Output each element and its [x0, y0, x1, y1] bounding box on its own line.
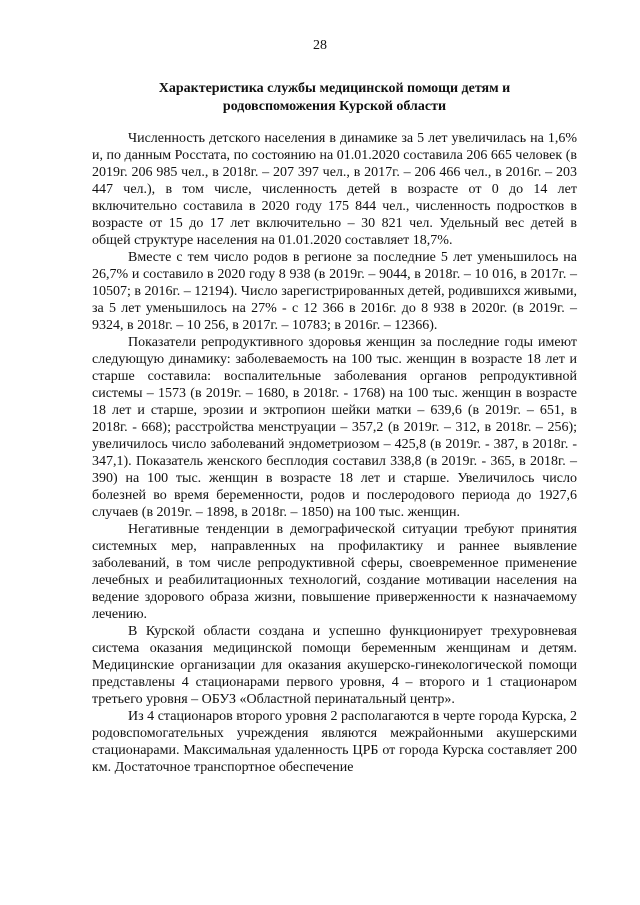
section-title-line-2: родовспоможения Курской области: [222, 98, 447, 114]
paragraph-care-system: В Курской области создана и успешно функционирует трехуровневая система оказания медицинской помощи беременным женщинам и детям. Медицинские организации для оказания акушерско-гинекологической помощи представлены 4 стационарами первого уровня, 4 – второго и 1 стационаром третьего уровня – ОБУЗ «Областной перинатальный центр».: [92, 624, 577, 707]
paragraph-child-population: Численность детского населения в динамике за 5 лет увеличилась на 1,6% и, по данным Росстата, по состоянию на 01.01.2020 составила 206 665 человек (в 2019г. 206 985 чел., в 2018г. – 207 397 чел., в 2017г. – 206 466 чел., в 2016г. – 203 447 чел.), в том числе, численность детей в возрасте от 0 до 14 лет включительно составила в 2020 году 175 844 чел., численность подростков в возрасте от 15 до 17 лет включительно – 30 821 чел. Удельный вес детей в общей структуре населения на 01.01.2020 составляет 18,7%.: [92, 131, 577, 248]
section-title: [92, 80, 577, 115]
paragraph-negative-trends: Негативные тенденции в демографической ситуации требуют принятия системных мер, направленных на профилактику и раннее выявление заболеваний, в том числе репродуктивной сферы, своевременное применение лечебных и реабилитационных технологий, создание мотивации населения на ведение здорового образа жизни, повышение приверженности к назначаемому лечению.: [92, 522, 577, 622]
paragraph-second-level-hospitals: Из 4 стационаров второго уровня 2 располагаются в черте города Курска, 2 родовспомогательных учреждения являются межрайонными акушерскими стационарами. Максимальная удаленность ЦРБ от города Курска составляет 200 км. Достаточное транспортное обеспечение: [92, 709, 577, 775]
paragraph-births: Вместе с тем число родов в регионе за последние 5 лет уменьшилось на 26,7% и составило в 2020 году 8 938 (в 2019г. – 9044, в 2018г. – 10 016, в 2017г. – 10507; в 2016г. – 12194). Число зарегистрированных детей, родившихся живыми, за 5 лет уменьшилось на 27% - с 12 366 в 2016г. до 8 938 в 2020г. (в 2019г. – 9324, в 2018г. – 10 256, в 2017г. – 10783; в 2016г. – 12366).: [92, 250, 577, 333]
paragraph-reproductive-health: Показатели репродуктивного здоровья женщин за последние годы имеют следующую динамику: заболеваемость на 100 тыс. женщин в возрасте 18 лет и старше составила: воспалительные заболевания органов репродуктивной системы – 1573 (в 2019г. – 1680, в 2018г. - 1768) на 100 тыс. женщин в возрасте 18 лет и старше, эрозии и эктропион шейки матки – 639,6 (в 2019г. – 651, в 2018г. - 668); расстройства менструации – 357,2 (в 2019г. – 312, в 2018г. – 256); увеличилось число заболеваний эндометриозом – 425,8 (в 2019г. - 387, в 2018г. - 347,1). Показатель женского бесплодия составил 338,8 (в 2019г. - 365, в 2018г. – 390) на 100 тыс. женщин в возрасте 18 лет и старше. Увеличилось число болезней во время беременности, родов и послеродового периода до 1927,6 случаев (в 2019г. – 1898, в 2018г. – 1850) на 100 тыс. женщин.: [92, 335, 577, 520]
page-number: 28: [313, 38, 327, 53]
section-title-line-1: Характеристика службы медицинской помощи детям и: [158, 81, 511, 96]
body-text: [92, 130, 577, 776]
